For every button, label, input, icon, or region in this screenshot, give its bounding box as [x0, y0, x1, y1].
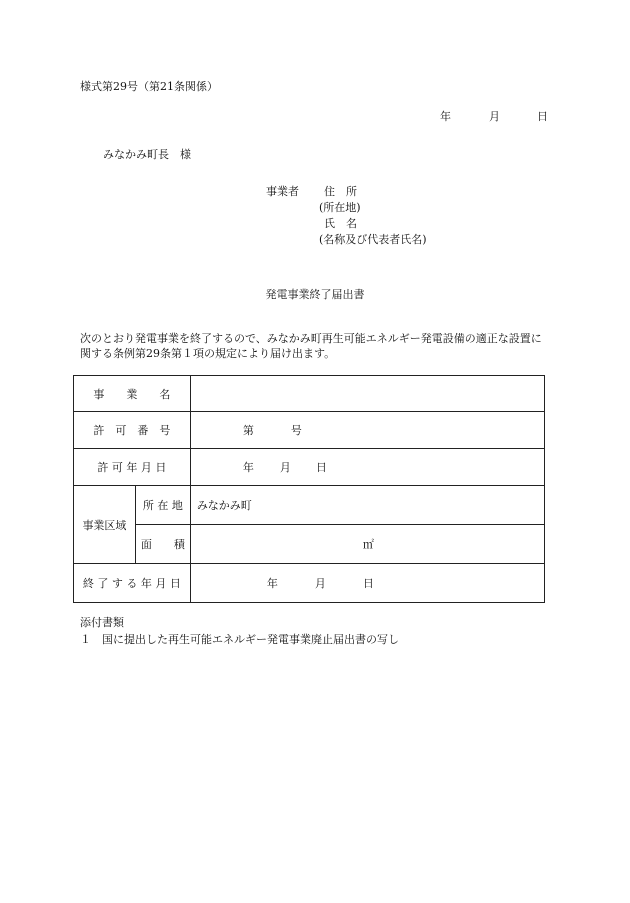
permit-number-label: 許 可 番 号: [74, 412, 191, 449]
permit-number-value: [190, 412, 544, 449]
table-row: [74, 564, 545, 603]
size-unit: ㎡: [362, 538, 374, 551]
body-text: 次のとおり発電事業を終了するので、みなかみ町再生可能エネルギー発電設備の適正な設置に関する条例第29条第１項の規定により届け出ます。: [80, 332, 542, 360]
end-date-year: 年: [266, 577, 278, 590]
addressee: みなかみ町長 様: [103, 148, 191, 161]
end-date-month: 月: [314, 577, 326, 590]
table-row: [74, 412, 545, 449]
permit-date-label: 許 可 年 月 日: [74, 449, 191, 486]
end-date-day: 日: [362, 577, 374, 590]
document-title: 発電事業終了届出書: [265, 288, 365, 301]
end-date-value: [190, 564, 544, 603]
permit-date-month: 月: [279, 461, 291, 474]
form-number: 様式第29号（第21条関係）: [80, 80, 218, 93]
address-label: 住 所: [324, 185, 357, 198]
permit-date-year: 年: [242, 461, 254, 474]
attachment-item: １ 国に提出した再生可能エネルギー発電事業廃止届出書の写し: [80, 633, 399, 646]
applicant-role: 事業者: [266, 185, 299, 198]
permit-date-day: 日: [315, 461, 327, 474]
name-sub-label: (名称及び代表者氏名): [319, 233, 427, 246]
table-row: [74, 486, 545, 525]
date-month: 月: [489, 110, 500, 123]
address-sub-label: (所在地): [319, 201, 361, 214]
attachments-label: 添付書類: [80, 616, 124, 629]
notification-table: [73, 375, 545, 603]
size-label: 面 積: [135, 525, 190, 564]
end-date-label: 終 了 す る 年 月 日: [74, 564, 191, 603]
permit-number-go: 号: [290, 424, 302, 437]
business-area-label: 事業区域: [74, 486, 136, 564]
applicant-block: [266, 185, 526, 249]
name-label: 氏 名: [324, 217, 357, 230]
business-name-value: [190, 376, 544, 412]
location-label: 所 在 地: [135, 486, 190, 525]
table-row: [74, 449, 545, 486]
date-day: 日: [537, 110, 548, 123]
table-row: [74, 376, 545, 412]
permit-date-value: [190, 449, 544, 486]
size-value: [190, 525, 544, 564]
date-year: 年: [440, 110, 451, 123]
business-name-label: 事 業 名: [74, 376, 191, 412]
table-row: [74, 525, 545, 564]
permit-number-dai: 第: [242, 424, 254, 437]
location-text: みなかみ町: [196, 499, 252, 512]
location-value: [190, 486, 544, 525]
